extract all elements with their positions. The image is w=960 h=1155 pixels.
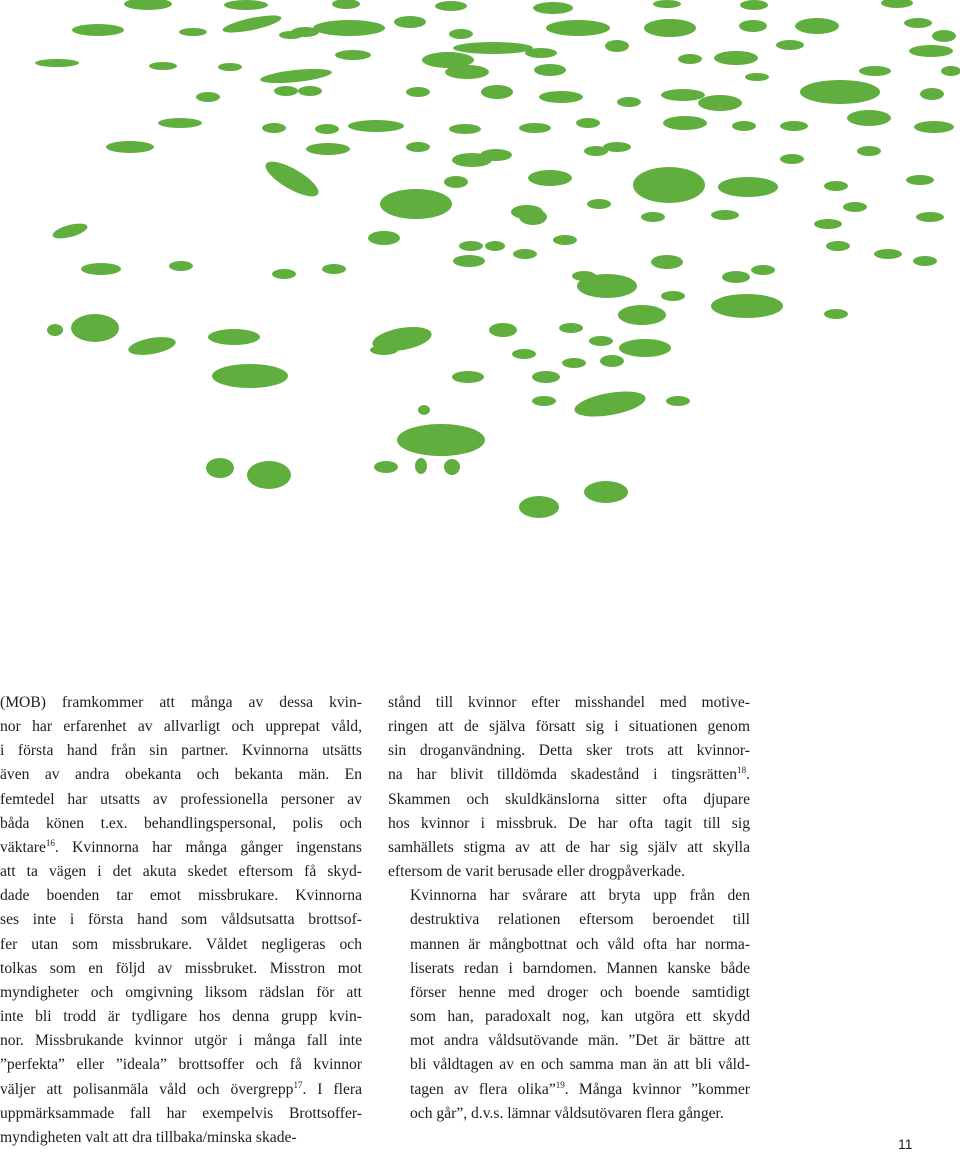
paint-spot: [573, 387, 648, 421]
paint-spot: [274, 86, 298, 96]
paint-spot: [224, 0, 268, 10]
paint-spot: [651, 255, 683, 269]
text-line: [388, 763, 750, 787]
text-segment: väktare: [0, 838, 46, 856]
paint-spot: [714, 51, 758, 65]
paint-spot: [722, 271, 750, 283]
text-line: att ta vägen i det akuta skedet eftersom få skyd-: [0, 863, 362, 881]
paint-spot: [600, 355, 624, 367]
paint-spot: [196, 92, 220, 102]
footnote-ref: 18: [737, 765, 747, 776]
text-segment: . Många kvinnor ”kommer: [564, 1080, 750, 1098]
paint-spot: [532, 371, 560, 383]
paint-spot: [71, 314, 119, 342]
paint-spot: [158, 118, 202, 128]
paint-spot: [449, 29, 473, 39]
text-line: båda könen t.ex. behandlingspersonal, polis och: [0, 814, 362, 832]
paint-spot: [539, 91, 583, 103]
paint-spot: [322, 264, 346, 274]
paint-spot: [291, 27, 319, 37]
paint-spot: [397, 424, 485, 456]
paint-spot: [603, 142, 631, 152]
paint-spot: [605, 40, 629, 52]
text-line: förser henne med droger och boende samtidigt: [410, 983, 750, 1001]
paint-spot: [394, 16, 426, 28]
text-segment: . I flera: [302, 1080, 362, 1098]
paint-spot: [179, 28, 207, 36]
paint-spot: [149, 62, 177, 70]
paint-spot: [533, 2, 573, 14]
paint-spot: [315, 124, 339, 134]
paint-spot: [641, 212, 665, 222]
text-line: ses inte i första hand som våldsutsatta brottsof-: [0, 911, 362, 929]
paint-spot: [72, 24, 124, 36]
paint-spot: [920, 88, 944, 100]
paint-spot: [826, 241, 850, 251]
paint-spot: [941, 66, 960, 76]
paint-spot: [481, 85, 513, 99]
text-line: destruktiva relationen eftersom beroendet till: [410, 911, 750, 929]
text-line: i första hand från sin partner. Kvinnorna utsätts: [0, 742, 362, 760]
text-line: liserats redan i barndomen. Mannen kanske både: [410, 959, 750, 977]
paint-spot: [459, 241, 483, 251]
paint-spot: [584, 481, 628, 503]
paint-spot: [857, 146, 881, 156]
paint-spot: [532, 396, 556, 406]
text-line: ”perfekta” eller ”ideala” brottsoffer och få kvinnor: [0, 1056, 362, 1074]
paint-spot: [739, 20, 767, 32]
footnote-ref: 17: [293, 1079, 303, 1090]
text-line: (MOB) framkommer att många av dessa kvin-: [0, 694, 362, 711]
text-line: mannen är mångbottnat och våld ofta har norma-: [410, 935, 750, 953]
right-text-column: [388, 691, 750, 1126]
paint-spot: [512, 349, 536, 359]
left-paragraph-1: [0, 691, 362, 1150]
paint-spot: [124, 0, 172, 10]
text-line: nor har erfarenhet av allvarligt och upprepat våld,: [0, 718, 362, 736]
paint-spot: [415, 458, 427, 474]
text-line: och går”, d.v.s. lämnar våldsutövaren flera gånger.: [410, 1104, 724, 1122]
paint-spot: [513, 249, 537, 259]
paint-spot: [332, 0, 360, 9]
paint-spot: [824, 181, 848, 191]
paint-spot: [127, 334, 177, 358]
paint-spot: [780, 154, 804, 164]
footnote-ref: 19: [555, 1079, 565, 1090]
page-number: 11: [898, 1136, 913, 1152]
paint-spot: [795, 18, 839, 34]
text-line: bli våldtagen av en och samma man än att bli våld-: [410, 1056, 750, 1074]
paint-spot: [435, 1, 467, 11]
paint-spot: [847, 110, 891, 126]
paint-spot: [260, 66, 333, 85]
paint-spot: [47, 324, 63, 336]
paint-spot: [587, 199, 611, 209]
text-line: hos kvinnor i missbruk. De har ofta tagit till sig: [388, 814, 750, 832]
text-line: mot andra våldsutövande män. ”Det är bättre att: [410, 1032, 750, 1050]
paint-spot: [335, 50, 371, 60]
text-line: samhällets stigma av att de har sig själv att skylla: [388, 838, 750, 856]
paint-spot: [913, 256, 937, 266]
text-line: myndigheten valt att dra tillbaka/minska skade-: [0, 1128, 297, 1146]
paint-spot: [589, 336, 613, 346]
paint-spot: [663, 116, 707, 130]
paint-spot: [559, 323, 583, 333]
paint-spot: [633, 167, 705, 203]
text-line: [0, 836, 362, 860]
left-text-column: [0, 691, 362, 1150]
paint-spot: [698, 95, 742, 111]
text-line: tolkas som en följd av missbruket. Misstron mot: [0, 959, 362, 977]
paint-spot: [553, 235, 577, 245]
paint-spot: [485, 241, 505, 251]
paint-spot: [644, 19, 696, 37]
paint-spot: [843, 202, 867, 212]
paint-spot: [206, 458, 234, 478]
green-paint-spots-illustration: [0, 0, 960, 540]
paint-spot: [218, 63, 242, 71]
text-line: eftersom de varit berusade eller drogpåverkade.: [388, 863, 686, 881]
paint-spot: [814, 219, 842, 229]
paint-spot: [859, 66, 891, 76]
paint-spot: [444, 176, 468, 188]
paint-spot: [617, 97, 641, 107]
paint-spot: [272, 269, 296, 279]
paint-spot: [519, 123, 551, 133]
paint-spot: [444, 459, 460, 475]
paint-spot: [525, 48, 557, 58]
text-line: dade boenden tar emot missbrukare. Kvinnorna: [0, 887, 362, 905]
paint-spot: [824, 309, 848, 319]
paint-spot: [751, 265, 775, 275]
text-line: nor. Missbrukande kvinnor utgör i många fall inte: [0, 1032, 362, 1050]
text-line: [0, 1078, 362, 1102]
paint-spot: [380, 189, 452, 219]
paint-spot: [519, 209, 547, 225]
paint-spot: [904, 18, 932, 28]
right-paragraph-1: [388, 691, 750, 884]
right-paragraph-2: [388, 884, 750, 1126]
paint-spot: [534, 64, 566, 76]
paint-spot: [661, 89, 705, 101]
paint-spot: [208, 329, 260, 345]
text-segment: na har blivit tilldömda skadestånd i tingsrätten: [388, 766, 738, 784]
paint-spot: [780, 121, 808, 131]
paint-spot: [313, 20, 385, 36]
text-line: sin droganvändning. Detta sker trots att kvinnor-: [388, 742, 750, 760]
paint-spot: [51, 221, 89, 242]
paint-spot: [619, 339, 671, 357]
text-line: uppmärksammade fall har exempelvis Brottsoffer-: [0, 1104, 362, 1122]
paint-spot: [546, 20, 610, 36]
paint-spot: [653, 0, 681, 8]
text-line: Skammen och skuldkänslorna sitter ofta djupare: [388, 790, 750, 808]
paint-spot: [247, 461, 291, 489]
text-line: inte bli trodd är tydligare hos denna grupp kvin-: [0, 1008, 362, 1026]
text-line: myndigheter och omgivning liksom rädslan för att: [0, 983, 362, 1001]
paint-spot: [169, 261, 193, 271]
paint-spot: [261, 155, 323, 202]
text-line: Kvinnorna har svårare att bryta upp från den: [410, 887, 750, 905]
paint-spot: [914, 121, 954, 133]
paint-spot: [745, 73, 769, 81]
paint-spot: [221, 12, 282, 36]
paint-spot: [932, 30, 956, 42]
paint-spot: [418, 405, 430, 415]
paint-spot: [562, 358, 586, 368]
paint-spot: [406, 142, 430, 152]
text-line: [388, 1078, 750, 1102]
footnote-ref: 16: [45, 837, 55, 848]
paint-spot: [452, 371, 484, 383]
paint-spot: [576, 118, 600, 128]
paint-spot: [406, 87, 430, 97]
paint-spot: [916, 212, 944, 222]
paint-spot: [666, 396, 690, 406]
text-segment: . Kvinnorna har många gånger ingenstans: [54, 838, 362, 856]
paint-spot: [35, 59, 79, 67]
text-line: femtedel har utsatts av professionella personer av: [0, 790, 362, 808]
paint-spot: [678, 54, 702, 64]
paint-spot: [618, 305, 666, 325]
paint-spot: [740, 0, 768, 10]
paint-spot: [572, 271, 596, 281]
paint-spot: [106, 141, 154, 153]
text-segment: väljer att polisanmäla våld och övergrepp: [0, 1080, 294, 1098]
text-line: även av andra obekanta och bekanta män. En: [0, 766, 362, 784]
paint-spot: [368, 231, 400, 245]
paint-spot: [909, 45, 953, 57]
paint-spot: [489, 323, 517, 337]
text-segment: .: [746, 766, 750, 784]
paint-spot: [776, 40, 804, 50]
paint-spot: [711, 210, 739, 220]
paint-spot: [661, 291, 685, 301]
text-segment: tagen av flera olika”: [410, 1080, 556, 1098]
paint-spots-group: [35, 0, 960, 518]
paint-spot: [445, 65, 489, 79]
paint-spot: [449, 124, 481, 134]
paint-spot: [298, 86, 322, 96]
paint-spot: [881, 0, 913, 8]
paint-spot: [348, 120, 404, 132]
paint-spot: [370, 345, 398, 355]
paint-spot: [81, 263, 121, 275]
text-line: som han, paradoxalt nog, kan utgöra ett skydd: [410, 1008, 750, 1026]
paint-spot: [906, 175, 934, 185]
paint-spot: [453, 42, 533, 54]
paint-spot: [262, 123, 286, 133]
paint-spot: [374, 461, 398, 473]
paint-spot: [732, 121, 756, 131]
paint-spot: [800, 80, 880, 104]
paint-spot: [306, 143, 350, 155]
paint-spot: [212, 364, 288, 388]
text-line: stånd till kvinnor efter misshandel med motive-: [388, 694, 750, 711]
paint-spot: [519, 496, 559, 518]
paint-spot: [453, 255, 485, 267]
text-line: ringen att de själva försatt sig i situationen genom: [388, 718, 750, 736]
paint-spot: [480, 149, 512, 161]
paint-spot: [528, 170, 572, 186]
paint-spot: [711, 294, 783, 318]
text-line: fer utan som missbrukare. Våldet negligeras och: [0, 935, 362, 953]
paint-spot: [874, 249, 902, 259]
paint-spot: [718, 177, 778, 197]
